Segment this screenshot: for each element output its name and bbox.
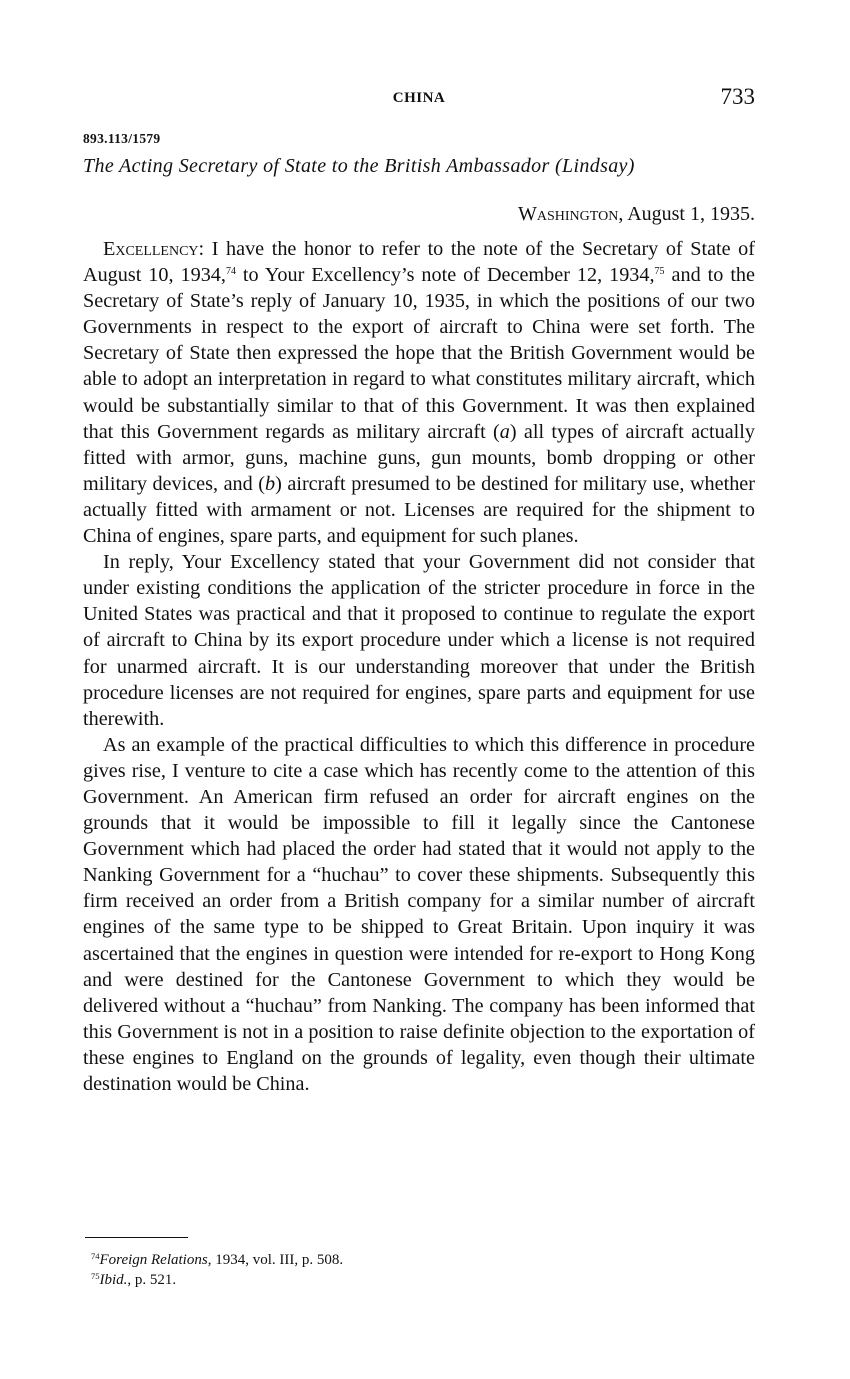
heading-title: The Acting Secretary of State to the British Ambassador — [83, 155, 550, 177]
paragraph-1 — [83, 236, 755, 549]
salutation: Excellency — [103, 238, 199, 260]
dateline-date: , August 1, 1935. — [618, 203, 755, 225]
footnote-title: Ibid. — [99, 1272, 128, 1288]
paragraph-1-text: ) all types of aircraft actually fitted with armor, guns, machine guns, gun mounts, bomb dropping or other military devices, and ( — [83, 420, 755, 495]
footnote-text: , 1934, vol. III, p. 508. — [207, 1252, 344, 1268]
footnote-74 — [91, 1250, 755, 1270]
footnote-divider — [85, 1237, 188, 1238]
document-heading — [83, 155, 755, 178]
paragraph-3: As an example of the practical difficulties to which this difference in procedure gives rise, I venture to cite a case which has recently come to the attention of this Government. An American firm refused an order for aircraft engines on the grounds that it would be impossible to fill it legally since the Cantonese Government which had placed the order had stated that it would not apply to the Nanking Government for a “huchau” to cover these shipments. Subsequently this firm received an order from a British company for a similar number of aircraft engines of the same type to be shipped to Great Britain. Upon inquiry it was ascertained that the engines in question were intended for re-export to Hong Kong and were destined for the Cantonese Government to which they would be delivered without a “huchau” from Nanking. The company has been informed that this Government is not in a position to raise definite objection to the exportation of these engines to England on the grounds of legality, even though their ultimate destination would be China. — [83, 733, 755, 1095]
dateline-place: Washington — [518, 203, 619, 225]
paragraph-1-text: to Your Excellency’s note of December 12, 1934, — [235, 264, 655, 287]
running-header — [83, 84, 755, 114]
item-label-b: b — [265, 472, 276, 495]
running-title: CHINA — [392, 90, 446, 106]
item-label-a: a — [499, 420, 510, 443]
footnote-ref-75: 75 — [654, 266, 665, 278]
paragraph-1-text: : I have the honor to refer to the note of the Secretary of State of August 10, 1934, — [83, 238, 755, 287]
letter-body — [83, 236, 755, 1097]
page-number: 733 — [720, 84, 755, 109]
footnote-75 — [91, 1270, 755, 1290]
heading-addressee: (Lindsay) — [554, 155, 635, 177]
file-number: 893.113/1579 — [83, 131, 161, 146]
dateline — [518, 203, 755, 226]
paragraph-2: In reply, Your Excellency stated that your Government did not consider that under existing conditions the application of the stricter procedure in force in the United States was practical and that it proposed to continue to regulate the export of aircraft to China by its export procedure under which a license is not required for unarmed aircraft. It is our understanding moreover that under the British procedure licenses are not required for engines, spare parts and equipment for use therewith. — [83, 551, 755, 730]
paragraph-1-text: ) aircraft presumed to be destined for military use, whether actually fitted with armament or not. Licenses are required for the shipment to China of engines, spare parts, and equipment for such planes. — [83, 472, 755, 548]
footnote-text: , p. 521. — [127, 1272, 177, 1288]
footnotes — [91, 1250, 755, 1290]
footnote-title: Foreign Relations — [99, 1252, 208, 1268]
paragraph-1-text: and to the Secretary of State’s reply of January 10, 1935, in which the positions of our two Governments in respect to the export of aircraft to China were set forth. The Secretary of State then expressed the hope that the British Government would be able to adopt an interpretation in regard to what constitutes military aircraft, which would be substantially similar to that of this Government. It was then explained that this Government regards as military aircraft ( — [83, 264, 755, 443]
footnote-marker: 74 — [91, 1251, 100, 1261]
footnote-ref-74: 74 — [225, 266, 236, 278]
footnote-marker: 75 — [91, 1271, 100, 1281]
